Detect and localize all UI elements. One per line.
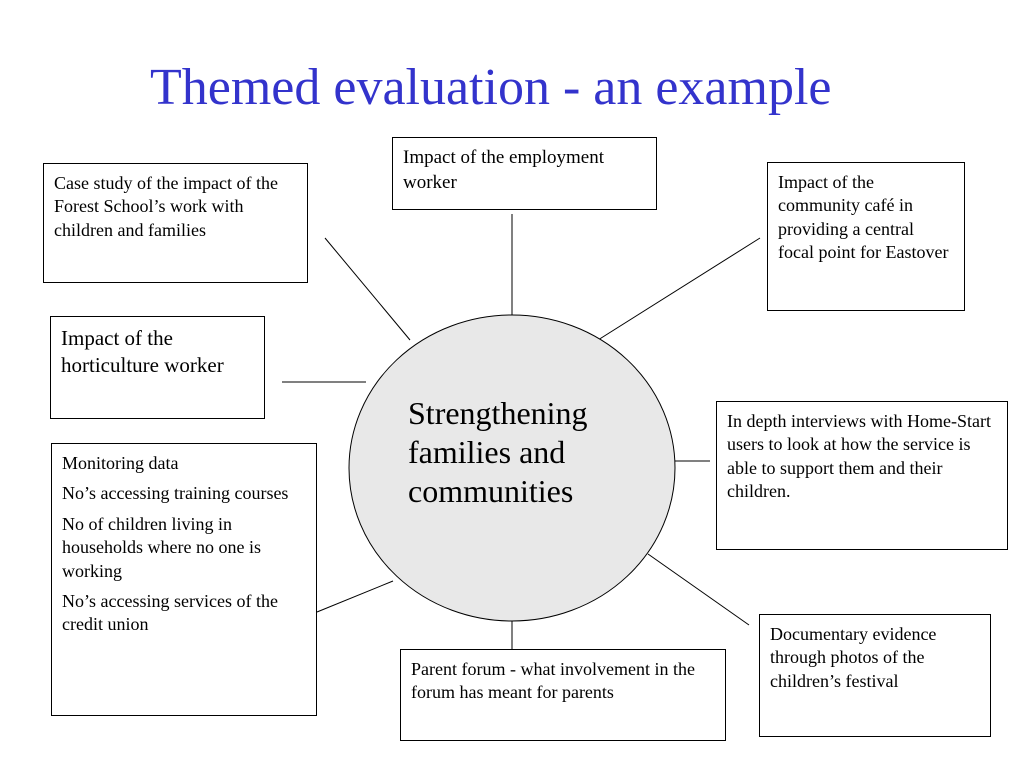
- box-parent-forum-text: Parent forum - what involvement in the forum has meant for parents: [411, 659, 695, 703]
- box-employment-worker: [392, 137, 657, 210]
- box-community-cafe: [767, 162, 965, 311]
- connector-documentary: [648, 554, 749, 625]
- box-home-start: [716, 401, 1008, 550]
- connector-monitoring: [317, 581, 393, 612]
- connector-community-cafe: [598, 238, 760, 340]
- box-home-start-text: In depth interviews with Home-Start users to look at how the service is able to support them and their children.: [727, 411, 991, 502]
- monitoring-heading: Monitoring data: [62, 453, 179, 473]
- box-monitoring: [51, 443, 317, 716]
- box-forest-school: [43, 163, 308, 283]
- box-horticulture-worker-text: Impact of the horticulture worker: [61, 326, 224, 378]
- box-horticulture-worker: [50, 316, 265, 419]
- box-documentary-text: Documentary evidence through photos of the children’s festival: [770, 624, 937, 691]
- center-label: Strengthening families and communities: [408, 395, 588, 510]
- box-community-cafe-text: Impact of the community café in providing a central focal point for Eastover: [778, 172, 949, 263]
- box-documentary: [759, 614, 991, 737]
- connector-forest-school: [325, 238, 410, 340]
- box-forest-school-text: Case study of the impact of the Forest School’s work with children and families: [54, 173, 278, 240]
- slide-title: Themed evaluation - an example: [150, 59, 832, 116]
- monitoring-item-households: No of children living in households where no one is working: [62, 513, 261, 581]
- box-employment-worker-text: Impact of the employment worker: [403, 147, 605, 193]
- monitoring-item-training: No’s accessing training courses: [62, 483, 289, 504]
- box-parent-forum: [400, 649, 726, 741]
- monitoring-item-credit-union: No’s accessing services of the credit union: [62, 590, 278, 635]
